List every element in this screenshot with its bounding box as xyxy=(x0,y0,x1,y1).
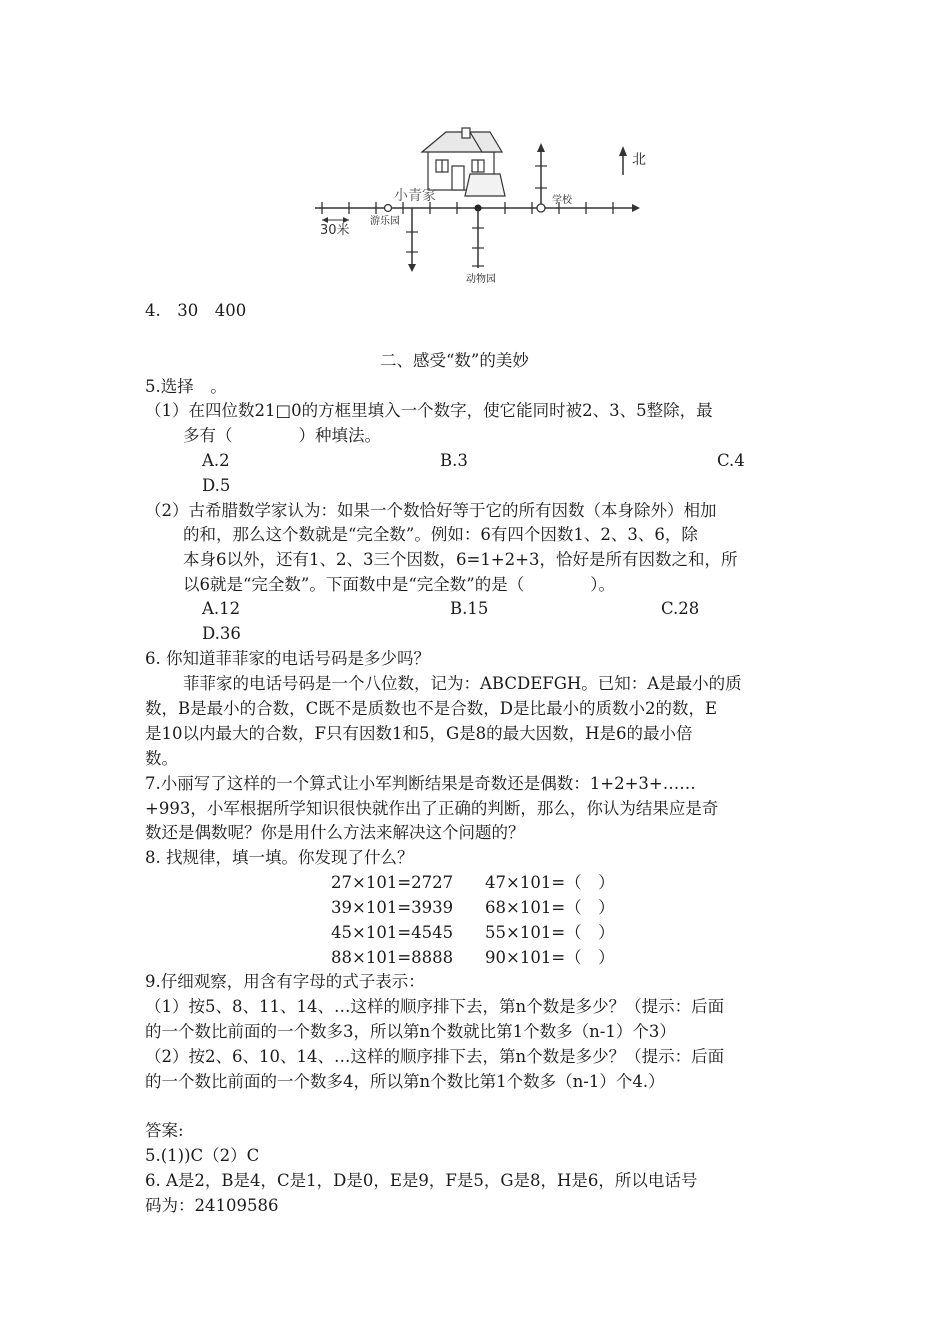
q7-line3: 数还是偶数呢？你是用什么方法来解决这个问题的？ xyxy=(145,823,525,842)
q7-line2: +993，小军根据所学知识很快就作出了正确的判断，那么，你认为结果应是奇 xyxy=(145,799,719,818)
home-label: 小青家 xyxy=(394,188,436,204)
q9-p2-line2: 的一个数比前面的一个数多4，所以第n个数比第1个数多（n-1）个4.） xyxy=(145,1072,665,1091)
q6-title: 6. 你知道菲菲家的电话号码是多少吗？ xyxy=(145,649,430,668)
q5-p2-line3: 本身6以外，还有1、2、3三个因数，6=1+2+3，恰好是所有因数之和，所 xyxy=(183,550,738,569)
q8-row-left: 45×101=4545 xyxy=(331,923,454,942)
north-label: 北 xyxy=(632,152,646,168)
q9-p1-line1: （1）按5、8、11、14、…这样的顺序排下去，第n个数是多少？（提示：后面 xyxy=(145,997,725,1016)
q8-row-left: 27×101=2727 xyxy=(331,873,454,892)
section-title: 二、感受“数”的美妙 xyxy=(380,351,529,370)
q6-line4: 数。 xyxy=(145,749,178,768)
map-figure xyxy=(0,0,950,300)
q8-row-right: 90×101=（ ） xyxy=(485,948,615,967)
house-icon xyxy=(422,128,505,196)
q5-p2-line1: （2）古希腊数学家认为：如果一个数恰好等于它的所有因数（本身除外）相加 xyxy=(145,501,717,520)
answers-title: 答案: xyxy=(145,1121,184,1140)
park-label: 游乐园 xyxy=(370,216,400,227)
q6-line1: 菲菲家的电话号码是一个八位数，记为：ABCDEFGH。已知：A是最小的质 xyxy=(183,674,742,693)
scale-label: 30米 xyxy=(320,223,350,238)
q5-p1-option-c: C.4 xyxy=(717,451,745,470)
q8-title: 8. 找规律，填一填。你发现了什么？ xyxy=(145,848,414,867)
q5-p1-option-a: A.2 xyxy=(202,451,230,470)
q5-p2-line2: 的和，那么这个数就是“完全数”。例如：6有四个因数1、2、3、6，除 xyxy=(183,525,698,544)
zoo-label: 动物园 xyxy=(466,274,496,285)
q7-line1: 7.小丽写了这样的一个算式让小军判断结果是奇数还是偶数：1+2+3+…… xyxy=(145,774,696,793)
q6-line2: 数，B是最小的合数，C既不是质数也不是合数，D是比最小的质数小2的数，E xyxy=(145,699,718,718)
q5-p2-option-d: D.36 xyxy=(202,624,241,643)
q9-title: 9.仔细观察，用含有字母的式子表示： xyxy=(145,972,425,991)
q4-answer: 4. 30 400 xyxy=(145,301,247,320)
q6-line3: 是10以内最大的合数，F只有因数1和5，G是8的最大因数，H是6的最小倍 xyxy=(145,724,693,743)
school-label: 学校 xyxy=(552,195,572,206)
q8-row-right: 68×101=（ ） xyxy=(485,898,615,917)
q5-p2-option-a: A.12 xyxy=(202,599,241,618)
answer-5: 5.(1))C（2）C xyxy=(145,1146,260,1165)
q5-p1-option-b: B.3 xyxy=(440,451,468,470)
q9-p1-line2: 的一个数比前面的一个数多3，所以第n个数就比第1个数多（n-1）个3） xyxy=(145,1022,676,1041)
q9-p2-line1: （2）按2、6、10、14、…这样的顺序排下去，第n个数是多少？（提示：后面 xyxy=(145,1047,725,1066)
q5-p1-line2: 多有（ ）种填法。 xyxy=(183,426,381,445)
q8-row-left: 88×101=8888 xyxy=(331,948,454,967)
answer-6-line2: 码为：24109586 xyxy=(145,1196,279,1215)
q8-row-right: 55×101=（ ） xyxy=(485,923,615,942)
q5-p1-line1: （1）在四位数21□0的方框里填入一个数字，使它能同时被2、3、5整除，最 xyxy=(145,401,713,420)
q5-title: 5.选择 。 xyxy=(145,377,227,396)
q5-p1-option-d: D.5 xyxy=(202,476,231,495)
answer-6-line1: 6. A是2，B是4，C是1，D是0，E是9，F是5，G是8，H是6，所以电话号 xyxy=(145,1171,698,1190)
q5-p2-option-b: B.15 xyxy=(450,599,489,618)
q8-row-left: 39×101=3939 xyxy=(331,898,454,917)
q8-row-right: 47×101=（ ） xyxy=(485,873,615,892)
q5-p2-line4: 以6就是“完全数”。下面数中是“完全数”的是（ ）。 xyxy=(183,575,615,594)
q5-p2-option-c: C.28 xyxy=(661,599,700,618)
